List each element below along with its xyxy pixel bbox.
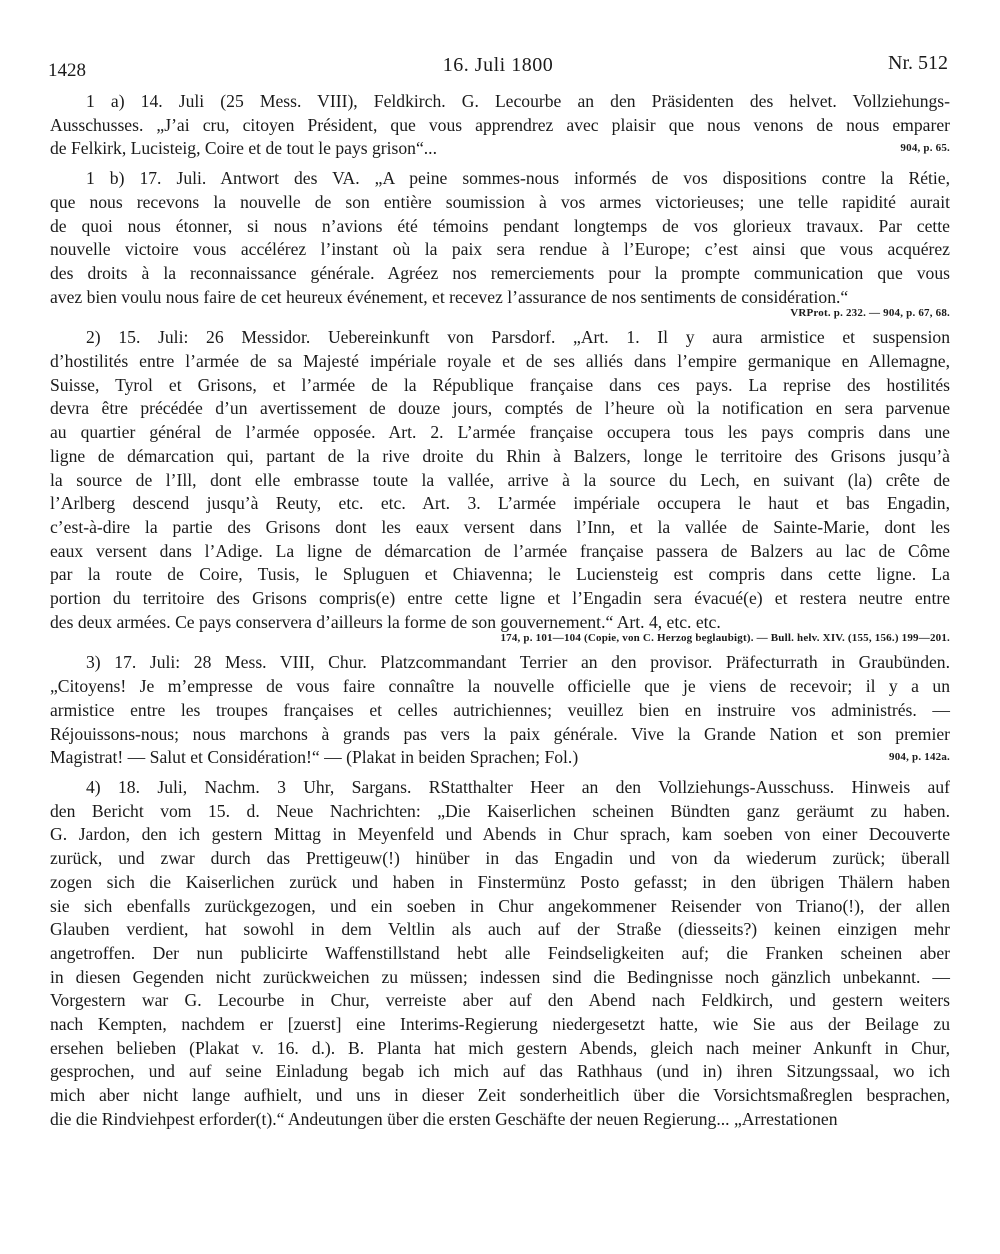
text-line: den Bericht vom 15. d. Neue Nachrichten: „Die Kaiserlichen scheinen Bündten ganz geräumt zu haben.: [50, 800, 950, 821]
document-entry: [50, 90, 950, 167]
text-line: 1 a) 14. Juli (25 Mess. VIII), Feldkirch. G. Lecourbe an den Präsidenten des helvet. Vollziehungs-: [86, 91, 950, 111]
page-header: [48, 52, 948, 84]
text-line: armistice entre les troupes françaises et celles autrichiennes; veuillez bien en instruire vos administrés. —: [50, 699, 950, 720]
text-line: nach Kempten, nachdem er [zuerst] eine Interims-Regierung niedergesetzt hatte, wie Sie aus der Beilage zu: [50, 1014, 950, 1035]
text-line: 2) 15. Juli: 26 Messidor. Uebereinkunft von Parsdorf. „Art. 1. Il y aura armistice et suspension: [86, 327, 950, 348]
text-line: „Citoyens! Je m’empresse de vous faire connaître la nouvelle officielle que je viens de recevoir; il y a un: [50, 676, 950, 697]
document-entry: [50, 651, 950, 776]
text-line: de quoi nous étonner, si nous n’avions été témoins pendant longtemps de vos glorieux travaux. Par cette: [50, 215, 950, 236]
document-entry: [50, 326, 950, 645]
text-line: l’Arlberg descend jusqu’à Reuty, etc. etc. Art. 3. L’armée impériale occupera le haut et bas Engadin,: [50, 493, 950, 514]
text-line: la source de l’Ill, dont elle embrasse toute la vallée, arrive à la source du Lech, en suivant (la) crête de: [50, 469, 950, 490]
text-line: par la route de Coire, Tusis, le Spluguen et Chiavenna; le Luciensteig est compris dans cette ligne. La: [50, 564, 950, 585]
text-line: die die Rindviehpest erforder(t).“ Andeutungen über die ersten Geschäfte der neuen Regierung... „Arrestationen: [50, 1108, 838, 1129]
text-line: au quartier général de l’armée opposée. Art. 2. L’armée française occupera tous les pays compris dans une: [50, 422, 950, 443]
page-number: 1428: [48, 60, 86, 81]
text-line: Suisse, Tyrol et Grisons, et l’armée de la République française dans ces pays. La reprise des hostilités: [50, 374, 950, 395]
text-line: des deux armées. Ce pays conservera d’ailleurs la forme de son gouvernement.“ Art. 4, etc. etc.: [50, 611, 721, 632]
text-line: Vorgestern war G. Lecourbe in Chur, verreiste aber auf den Abend nach Feldkirch, und gestern weiters: [50, 990, 950, 1011]
text-line: zogen sich die Kaiserlichen zurück und haben in Finstermünz Posto gefasst; in den übrigen Thälern haben: [50, 871, 950, 892]
text-line: devra être précédée d’un avertissement de douze jours, comptés de l’heure où la notification en sera parvenue: [50, 398, 950, 419]
document-entry: [50, 776, 950, 1138]
source-reference: 904, p. 65.: [900, 142, 950, 155]
text-line: nouvelle victoire vous accélérez l’instant où la paix sera rendue à l’Europe; c’est ainsi que vous acquérez: [50, 239, 950, 260]
text-line: c’est-à-dire la partie des Grisons dont les eaux versent dans l’Inn, et la vallée de Sainte-Marie, dont les: [50, 516, 950, 537]
text-line: Magistrat! — Salut et Considération!“ — (Plakat in beiden Sprachen; Fol.) 904, p. 142a.: [50, 746, 950, 770]
text-line: Glauben verdient, hat sowohl in dem Veltlin als auch auf der Straße (diesseits?) keinen einzigen mehr: [50, 919, 950, 940]
text-line: G. Jardon, den ich gestern Mittag in Meyenfeld und Abends in Chur sprach, kam soeben von einer Decouverte: [50, 824, 950, 845]
document-entry: [50, 167, 950, 320]
text-line: mich aber nicht lange aufhielt, und uns in dieser Zeit sonderheitlich über die Vorsichtsmaßreglen besprachen,: [50, 1085, 950, 1106]
running-date: 16. Juli 1800: [442, 54, 554, 76]
text-line: eaux versent dans l’Adige. La ligne de démarcation de l’armée française passera de Balzers au lac de Côme: [50, 540, 950, 561]
text-line: angetroffen. Der nun publicirte Waffenstillstand hebt alle Feindseligkeiten auf; die Franken scheinen aber: [50, 942, 950, 963]
text-line: 1 b) 17. Juli. Antwort des VA. „A peine sommes-nous informés de vos dispositions contre la Rétie,: [86, 168, 950, 189]
text-line: Réjouissons-nous; nous marchons à grands pas vers la paix générale. Vive la Grande Nation et son premier: [50, 723, 950, 744]
text-line: 4) 18. Juli, Nachm. 3 Uhr, Sargans. RStatthalter Heer an den Vollziehungs-Ausschuss. Hinweis auf: [86, 776, 950, 797]
text-line: d’hostilités entre l’armée de sa Majesté impériale royale et de ses alliés dans l’empire germanique en Allemagne,: [50, 351, 950, 372]
document-body: [50, 90, 950, 1138]
text-line: avez bien voulu nous faire de cet heureux événement, et recevez l’assurance de nos sentiments de considération.“: [50, 286, 849, 307]
source-reference: 174, p. 101—104 (Copie, von C. Herzog beglaubigt). — Bull. helv. XIV. (155, 156.) 199—201.: [500, 632, 950, 645]
text-line: Ausschusses. „J’ai cru, citoyen Président, que vous apprendrez avec plaisir que nous venons de nous emparer: [50, 114, 950, 135]
text-line: zurück, und zwar durch das Prettigeuw(!) hinüber in das Engadin und von da wiederum zurück; überall: [50, 848, 950, 869]
text-line: portion du territoire des Grisons compris(e) entre cette ligne et l’Engadin sera évacué(e) et restera neutre entre: [50, 588, 950, 609]
text-line: sie sich ebenfalls zurückgezogen, und ein soeben in Chur angekommener Reisender von Triano(!), der allen: [50, 895, 950, 916]
text-line: in diesen Gegenden nicht zurückweichen zu müssen; indessen sind die Bedingnisse noch gänzlich unbekannt. —: [50, 966, 950, 987]
document-number: Nr. 512: [888, 52, 948, 74]
text-line: que nous recevons la nouvelle de son entière soumission à vos armes victorieuses; une telle rapidité aurait: [50, 191, 950, 212]
text-line: ersehen belieben (Plakat v. 16. d.). B. Planta hat mich gestern Abends, gleich nach meiner Ankunft in Chur,: [50, 1037, 950, 1058]
text-line: des droits à la reconnaissance générale. Agréez nos remerciements pour la prompte communication que vous: [50, 262, 950, 283]
source-reference: 904, p. 142a.: [889, 751, 950, 764]
text-line: ligne de démarcation qui, partant de la rive droite du Rhin à Balzers, longe le territoire des Grisons jusqu’à: [50, 445, 950, 466]
text-line: gesprochen, und auf seine Einladung begab ich mich auf das Rathhaus (und in) ihren Sitzungssaal, wo ich: [50, 1061, 950, 1082]
text-line: 3) 17. Juli: 28 Mess. VIII, Chur. Platzcommandant Terrier an den provisor. Präfecturrath in Graubünden.: [86, 652, 950, 673]
text-line: de Felkirk, Lucisteig, Coire et de tout le pays grison“... 904, p. 65.: [50, 137, 950, 161]
source-reference: VRProt. p. 232. — 904, p. 67, 68.: [790, 307, 950, 320]
